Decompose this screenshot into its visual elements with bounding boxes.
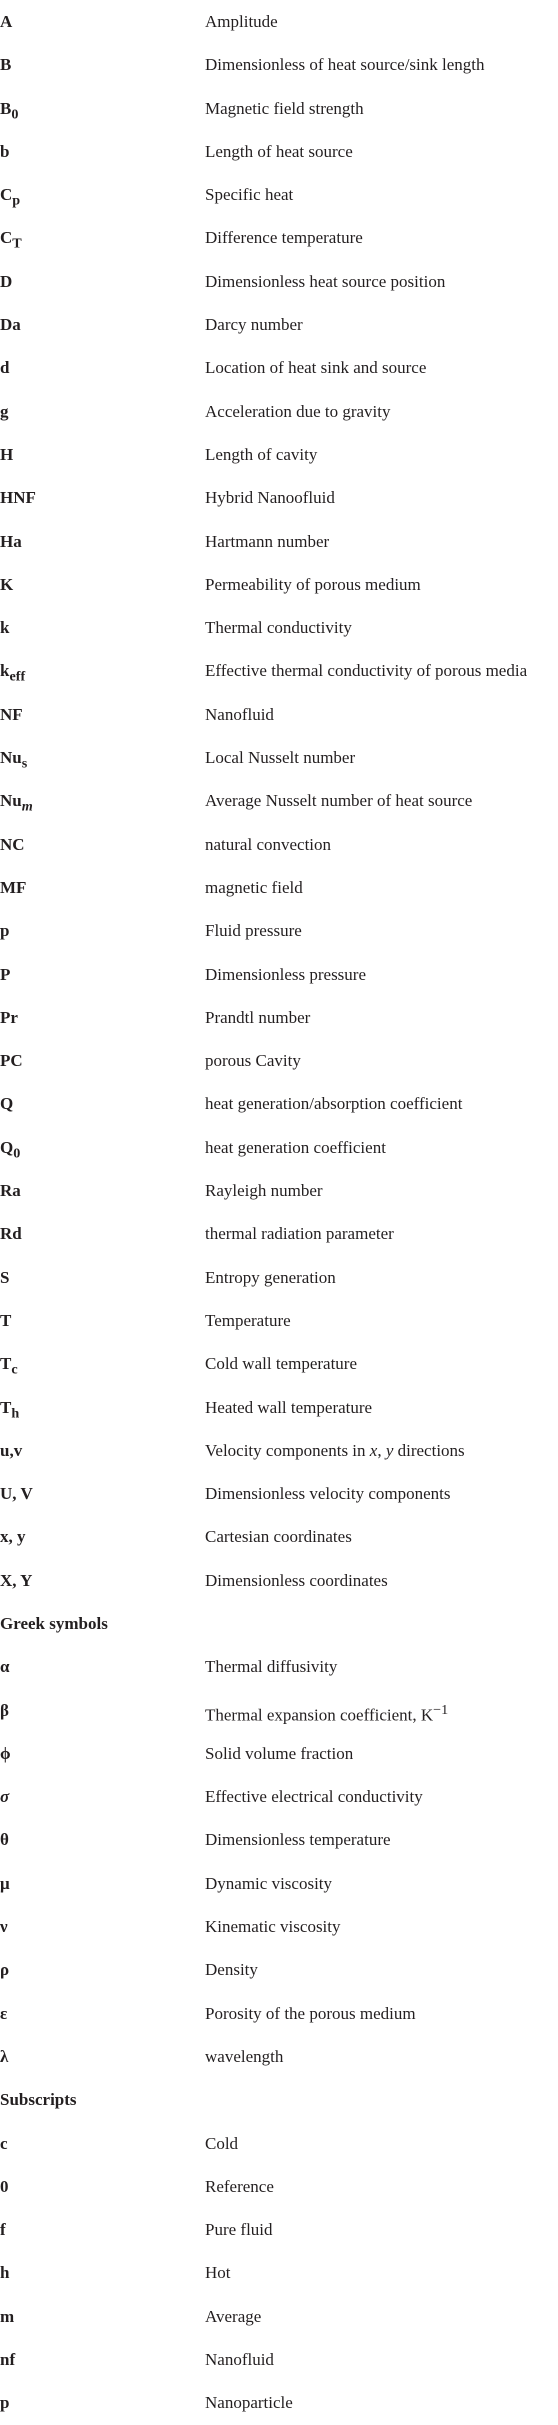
section-title: Subscripts [0,2090,77,2110]
definition: Cold wall temperature [205,1354,358,1374]
definition: Cartesian coordinates [205,1527,352,1547]
definition: heat generation/absorption coefficient [205,1094,463,1114]
definition: Acceleration due to gravity [205,401,391,421]
nomenclature-row [0,2035,558,2078]
nomenclature-row [0,1775,558,1818]
symbol: $C_p$ [0,185,21,209]
symbol: g [0,401,9,421]
symbol: $Nu_s$ [0,748,28,772]
nomenclature-row [0,909,558,952]
nomenclature-row [0,953,558,996]
definition: Effective thermal conductivity of porous media [205,661,528,681]
definition: Magnetic field strength [205,98,364,118]
definition: Thermal expansion coefficient, $K^{-1}$ [205,1701,449,1725]
nomenclature-row [0,1386,558,1429]
symbol: NF [0,704,23,724]
definition: Pure fluid [205,2220,273,2240]
symbol: h [0,2263,10,2283]
nomenclature-row [0,2208,558,2251]
symbol: Rd [0,1224,22,1244]
nomenclature-row [0,1342,558,1385]
definition: Effective electrical conductivity [205,1787,423,1807]
nomenclature-row [0,216,558,259]
symbol: Q [0,1094,14,1114]
nomenclature-row [0,2122,558,2165]
definition: Dimensionless of heat source/sink length [205,55,485,75]
symbol: X, Y [0,1570,33,1590]
definition: Average Nusselt number of heat source [205,791,473,811]
symbol: $C_T$ [0,228,22,252]
symbol: ϕ [0,1743,11,1763]
nomenclature-row [0,649,558,692]
nomenclature-row [0,1559,558,1602]
nomenclature-row [0,260,558,303]
nomenclature-row [0,2165,558,2208]
symbol: $Q_0$ [0,1137,21,1162]
definition: Nanoparticle [205,2393,293,2413]
symbol: ν [0,1917,8,1937]
symbol: $k_{eff}$ [0,661,26,685]
nomenclature-row [0,476,558,519]
nomenclature-row [0,2381,558,2424]
definition: Prandtl number [205,1007,311,1027]
definition: Nanofluid [205,704,274,724]
symbol: Pr [0,1007,18,1027]
section-title: Greek symbols [0,1613,108,1633]
nomenclature-row [0,1429,558,1472]
definition: Nanofluid [205,2350,274,2370]
nomenclature-row [0,779,558,822]
symbol: $T_h$ [0,1397,20,1421]
symbol: $B_0$ [0,98,19,122]
nomenclature-row [0,0,558,43]
symbol: β [0,1700,9,1720]
symbol: A [0,12,13,31]
section-heading [0,1602,558,1645]
nomenclature-row [0,43,558,86]
symbol: θ [0,1830,9,1850]
definition: Rayleigh number [205,1181,323,1201]
definition: Specific heat [205,185,294,205]
symbol: P [0,964,11,984]
definition: Dimensionless temperature [205,1830,391,1850]
nomenclature-row [0,1732,558,1775]
nomenclature-row [0,1689,558,1732]
symbol: S [0,1267,10,1287]
nomenclature-row [0,866,558,909]
nomenclature-row [0,1948,558,1991]
definition: Heated wall temperature [205,1397,373,1417]
nomenclature-row [0,173,558,216]
definition: natural convection [205,834,332,854]
definition: porous Cavity [205,1051,301,1071]
symbol: α [0,1657,10,1677]
symbol: d [0,358,10,378]
nomenclature-row [0,736,558,779]
nomenclature-row [0,87,558,130]
nomenclature-row [0,1126,558,1169]
definition: Cold [205,2133,239,2153]
symbol: Ha [0,531,22,551]
symbol: p [0,921,10,941]
nomenclature-row [0,1472,558,1515]
nomenclature-row [0,2251,558,2294]
nomenclature-row [0,2295,558,2338]
nomenclature-row [0,303,558,346]
nomenclature-row [0,693,558,736]
nomenclature-row [0,1905,558,1948]
nomenclature-row [0,433,558,476]
nomenclature-row [0,1039,558,1082]
nomenclature-row [0,2338,558,2381]
definition: Hybrid Nanoofluid [205,488,335,508]
section-heading [0,2078,558,2121]
nomenclature-row [0,1256,558,1299]
definition: Thermal conductivity [205,618,352,638]
definition: Amplitude [205,12,278,31]
symbol: σ [0,1787,10,1807]
nomenclature-row [0,390,558,433]
nomenclature-row [0,1515,558,1558]
nomenclature-row [0,1645,558,1688]
symbol: k [0,618,10,638]
definition: Kinematic viscosity [205,1917,341,1937]
definition: Thermal diffusivity [205,1657,338,1677]
definition: thermal radiation parameter [205,1224,394,1244]
symbol: PC [0,1051,23,1071]
symbol: λ [0,2046,9,2066]
symbol: c [0,2133,8,2153]
symbol: Ra [0,1181,21,1201]
nomenclature-row [0,1169,558,1212]
nomenclature-row [0,823,558,866]
definition: Average [205,2306,262,2326]
definition: Dynamic viscosity [205,1873,333,1893]
nomenclature-row [0,1862,558,1905]
definition: Density [205,1960,258,1980]
symbol: NC [0,834,25,854]
symbol: x, y [0,1527,26,1547]
definition: Darcy number [205,315,303,335]
definition: heat generation coefficient [205,1137,386,1157]
symbol: $Nu_m$ [0,791,33,815]
definition: Entropy generation [205,1267,336,1287]
definition: Permeability of porous medium [205,574,421,594]
definition: Velocity components in x, y directions [205,1440,465,1460]
definition: Fluid pressure [205,921,302,941]
symbol: H [0,444,14,464]
nomenclature-row [0,996,558,1039]
nomenclature-row [0,1082,558,1125]
symbol: K [0,574,14,594]
definition: Dimensionless velocity components [205,1484,451,1504]
symbol: u,v [0,1440,23,1460]
definition: Hot [205,2263,231,2283]
symbol: f [0,2220,6,2240]
symbol: U, V [0,1484,33,1504]
symbol: p [0,2393,10,2413]
definition: Difference temperature [205,228,363,248]
definition: Reference [205,2176,274,2196]
symbol: D [0,271,13,291]
symbol: B [0,55,12,75]
symbol: ρ [0,1960,10,1980]
nomenclature-row [0,520,558,563]
definition: Length of cavity [205,444,318,464]
definition: Dimensionless coordinates [205,1570,388,1590]
definition: Temperature [205,1310,291,1330]
nomenclature-row [0,346,558,389]
nomenclature-row [0,1992,558,2035]
nomenclature-row [0,563,558,606]
definition: Hartmann number [205,531,330,551]
definition: Porosity of the porous medium [205,2003,416,2023]
definition: Dimensionless heat source position [205,271,446,291]
nomenclature-row [0,606,558,649]
symbol: Da [0,315,21,335]
nomenclature-row [0,1212,558,1255]
symbol: m [0,2306,15,2326]
symbol: μ [0,1873,10,1893]
symbol: nf [0,2350,16,2370]
symbol: b [0,141,10,161]
definition: Length of heat source [205,141,353,161]
definition: Location of heat sink and source [205,358,427,378]
symbol: MF [0,877,27,897]
definition: wavelength [205,2046,284,2066]
symbol: ε [0,2003,8,2023]
nomenclature-row [0,130,558,173]
definition: Solid volume fraction [205,1743,354,1763]
symbol: $T_c$ [0,1354,18,1378]
definition: magnetic field [205,877,303,897]
definition: Local Nusselt number [205,748,356,768]
symbol: 0 [0,2176,9,2196]
definition: Dimensionless pressure [205,964,367,984]
nomenclature-row [0,1818,558,1861]
symbol: T [0,1310,12,1330]
symbol: HNF [0,488,36,508]
nomenclature-row [0,1299,558,1342]
